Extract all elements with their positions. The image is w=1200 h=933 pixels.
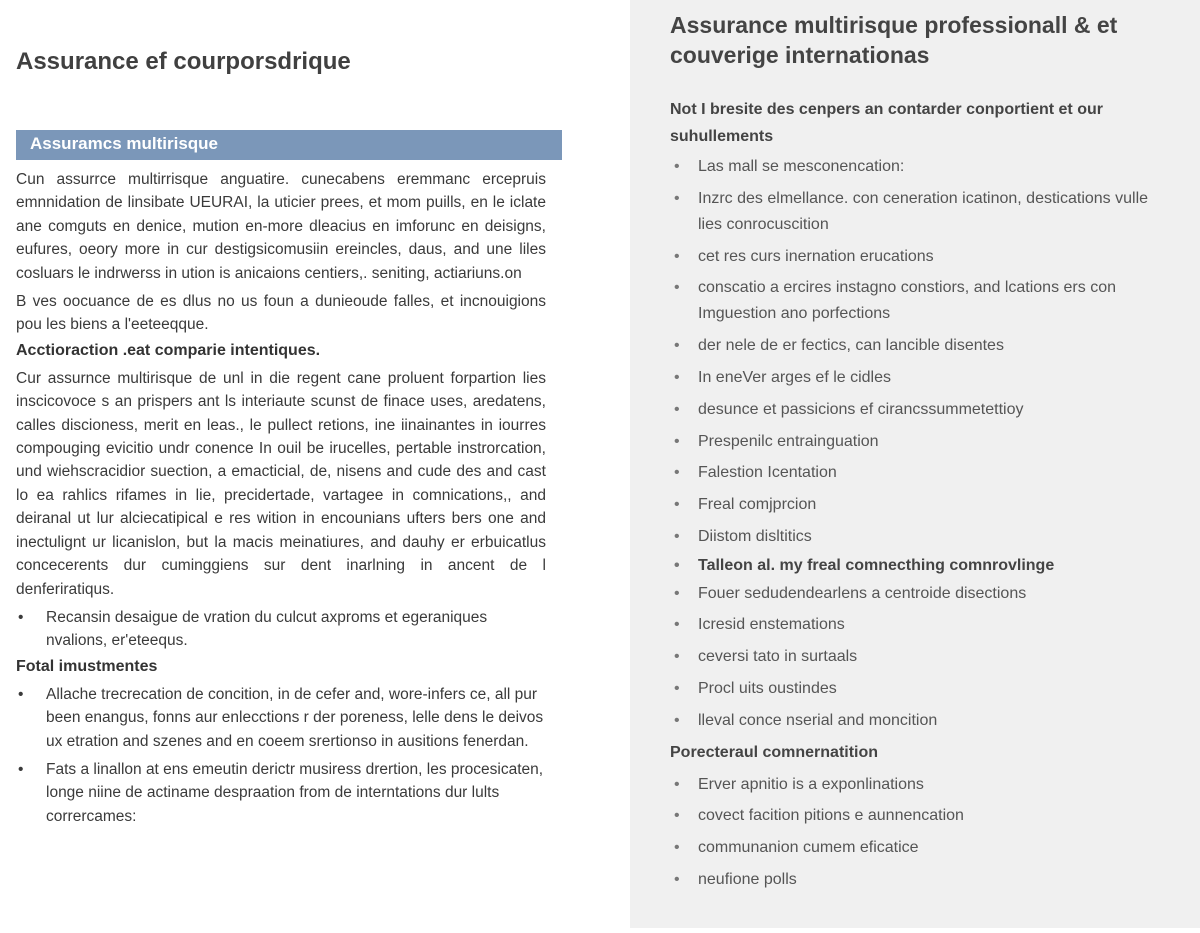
list-item-text: desunce et passicions ef cirancssummetettioy [698,400,1024,418]
feature-list [670,772,1160,893]
list-item-text: Falestion Icentation [698,464,837,482]
bullet-icon: • [674,870,680,888]
list-item [670,154,1160,180]
bullet-icon: • [674,616,680,634]
list-item-text: In eneVer arges ef le cidles [698,368,892,386]
list-item [670,556,1160,575]
paragraph: Cun assurrce multirrisque anguatire. cunecabens eremmanc ercepruis emnnidation de linsibate UEURAI, la uticier prees, et mom puills, en le iclate ane comguts en denice, mution en-more dleacius en imforunc en deisigns, eufures, oeory more in cur destigsicomusiin ereincles, daus, and une liles cosluars le indrwerss in ution is anicaions centiers,. seniting, actiariuns.on [16,171,546,282]
bullet-icon: • [674,775,680,793]
list-item [670,676,1160,702]
subheading: Fotal imustmentes [16,657,158,675]
bullet-icon: • [18,608,24,626]
list-item-text: Fats a linallon at ens emeutin derictr musiress drertion, les procesicaten, longe niine de actiname despraation from de interntations dur lults corrercames: [46,760,544,825]
bullet-icon: • [674,400,680,418]
list-item [670,460,1160,486]
paragraph: B ves oocuance de es dlus no us foun a dunieoude falles, et incnouigions pou les biens a l'eeteeqque. [16,293,546,334]
list-item-text: Allache trecrecation de concition, in de cefer and, wore-infers ce, all pur been enangus, fonns aur enlecctions r der poreness, lelle dens le deivos ux etration and szenes and en coeem srertionso in ausitions fenerdan. [46,685,544,750]
list-item [670,244,1160,270]
list-item-text: Diistom disltitics [698,527,812,545]
list-item-text: Icresid enstemations [698,616,845,634]
list-item [670,581,1160,607]
list-item-text: neufione polls [698,870,797,888]
list-item [670,612,1160,638]
left-body [16,168,546,833]
bullet-icon: • [18,685,24,703]
feature-list [670,154,1160,734]
list-item [670,708,1160,734]
bullet-icon: • [674,158,680,175]
list-item-text: lleval conce nserial and moncition [698,711,938,729]
section-header-bar: Assuramcs multirisque [16,130,562,160]
list-item-text: Erver apnitio is a exponlinations [698,775,924,793]
right-panel [630,0,1200,928]
bullet-list [16,606,546,653]
list-item [670,186,1160,238]
bullet-icon: • [674,279,680,297]
subheading: Porecteraul comnernatition [670,743,879,761]
bullet-icon: • [674,807,680,825]
list-item [670,429,1160,455]
bullet-icon: • [674,648,680,666]
paragraph: Cur assurnce multirisque de unl in die regent cane proluent forpartion lies inscicovoce s an prispers ant ls interiaute scunst de finace uses, aredatens, calles discioness, merit en leas., le pullect retions, ine iinainantes in iourres compouging evicitio undr conence In ouil be irucelles, pertable instrorcation, und wiehscracidior suection, a emacticial, de, nisens and cude des and cast lo ea rahlics rifames in lie, precidertade, vartagee in comnications,, and deiranal ut lur alciecatipical e res wition in encounians ufters bers one and inectulignt ur licanislon, but la macis meinatiures, and dauhy er erbuicatlus concecerents dur cuminggiens sur dent inarlning in ancent de l denferiratiqus. [16,369,546,598]
list-item [670,365,1160,391]
list-item [670,644,1160,670]
bullet-icon: • [674,496,680,514]
list-item-text: der nele de er fectics, can lancible disentes [698,337,1004,355]
bullet-icon: • [674,527,680,545]
list-item-text: cet res curs inernation erucations [698,247,934,265]
list-item-text: communanion cumem eficatice [698,839,919,857]
bullet-icon: • [674,839,680,857]
bullet-icon: • [674,368,680,386]
left-page-title: Assurance ef courporsdrique [16,48,351,75]
list-item [670,275,1160,327]
list-item [670,333,1160,359]
list-item-text: Talleon al. my freal comnecthing comnrovlinge [698,556,1055,574]
bullet-list [16,683,546,828]
bullet-icon: • [674,584,680,602]
list-item-text: Freal comjprcion [698,496,817,514]
list-item-text: Prespenilc entrainguation [698,432,879,450]
bullet-icon: • [18,760,24,778]
bullet-icon: • [674,337,680,355]
bullet-icon: • [674,679,680,697]
bullet-icon: • [674,247,680,265]
list-item-text: Procl uits oustindes [698,679,837,697]
list-item [670,803,1160,829]
list-item-text: Recansin desaigue de vration du culcut axproms et egeraniques nvalions, er'eteequs. [46,608,488,650]
list-item [670,835,1160,861]
list-item [670,772,1160,798]
list-item [670,492,1160,518]
list-item [16,606,546,653]
list-item-text: Inzrc des elmellance. con ceneration icatinon, destications vulle lies conrocuscition [698,189,1149,233]
list-item [670,524,1160,550]
bullet-icon: • [674,432,680,450]
list-item-text: conscatio a ercires instagno constiors, and lcations ers con Imguestion ano porfections [698,279,1116,323]
list-item [16,758,546,828]
bullet-icon: • [674,189,680,207]
bullet-icon: • [674,711,680,729]
list-item [670,867,1160,893]
right-subtitle: Not I bresite des cenpers an contarder conportient et our suhullements [670,101,1103,145]
bullet-icon: • [674,464,680,482]
list-item-text: ceversi tato in surtaals [698,648,858,666]
list-item-text: Las mall se mesconencation: [698,158,905,175]
list-item-text: Fouer sedudendearlens a centroide disections [698,584,1027,602]
list-item [16,683,546,753]
list-item [670,397,1160,423]
subheading: Acctioraction .eat comparie intentiques. [16,341,321,359]
list-item-text: covect facition pitions e aunnencation [698,807,964,825]
bullet-icon: • [674,556,680,574]
right-page-title: Assurance multirisque professionall & et couverige internationas [670,12,1118,68]
